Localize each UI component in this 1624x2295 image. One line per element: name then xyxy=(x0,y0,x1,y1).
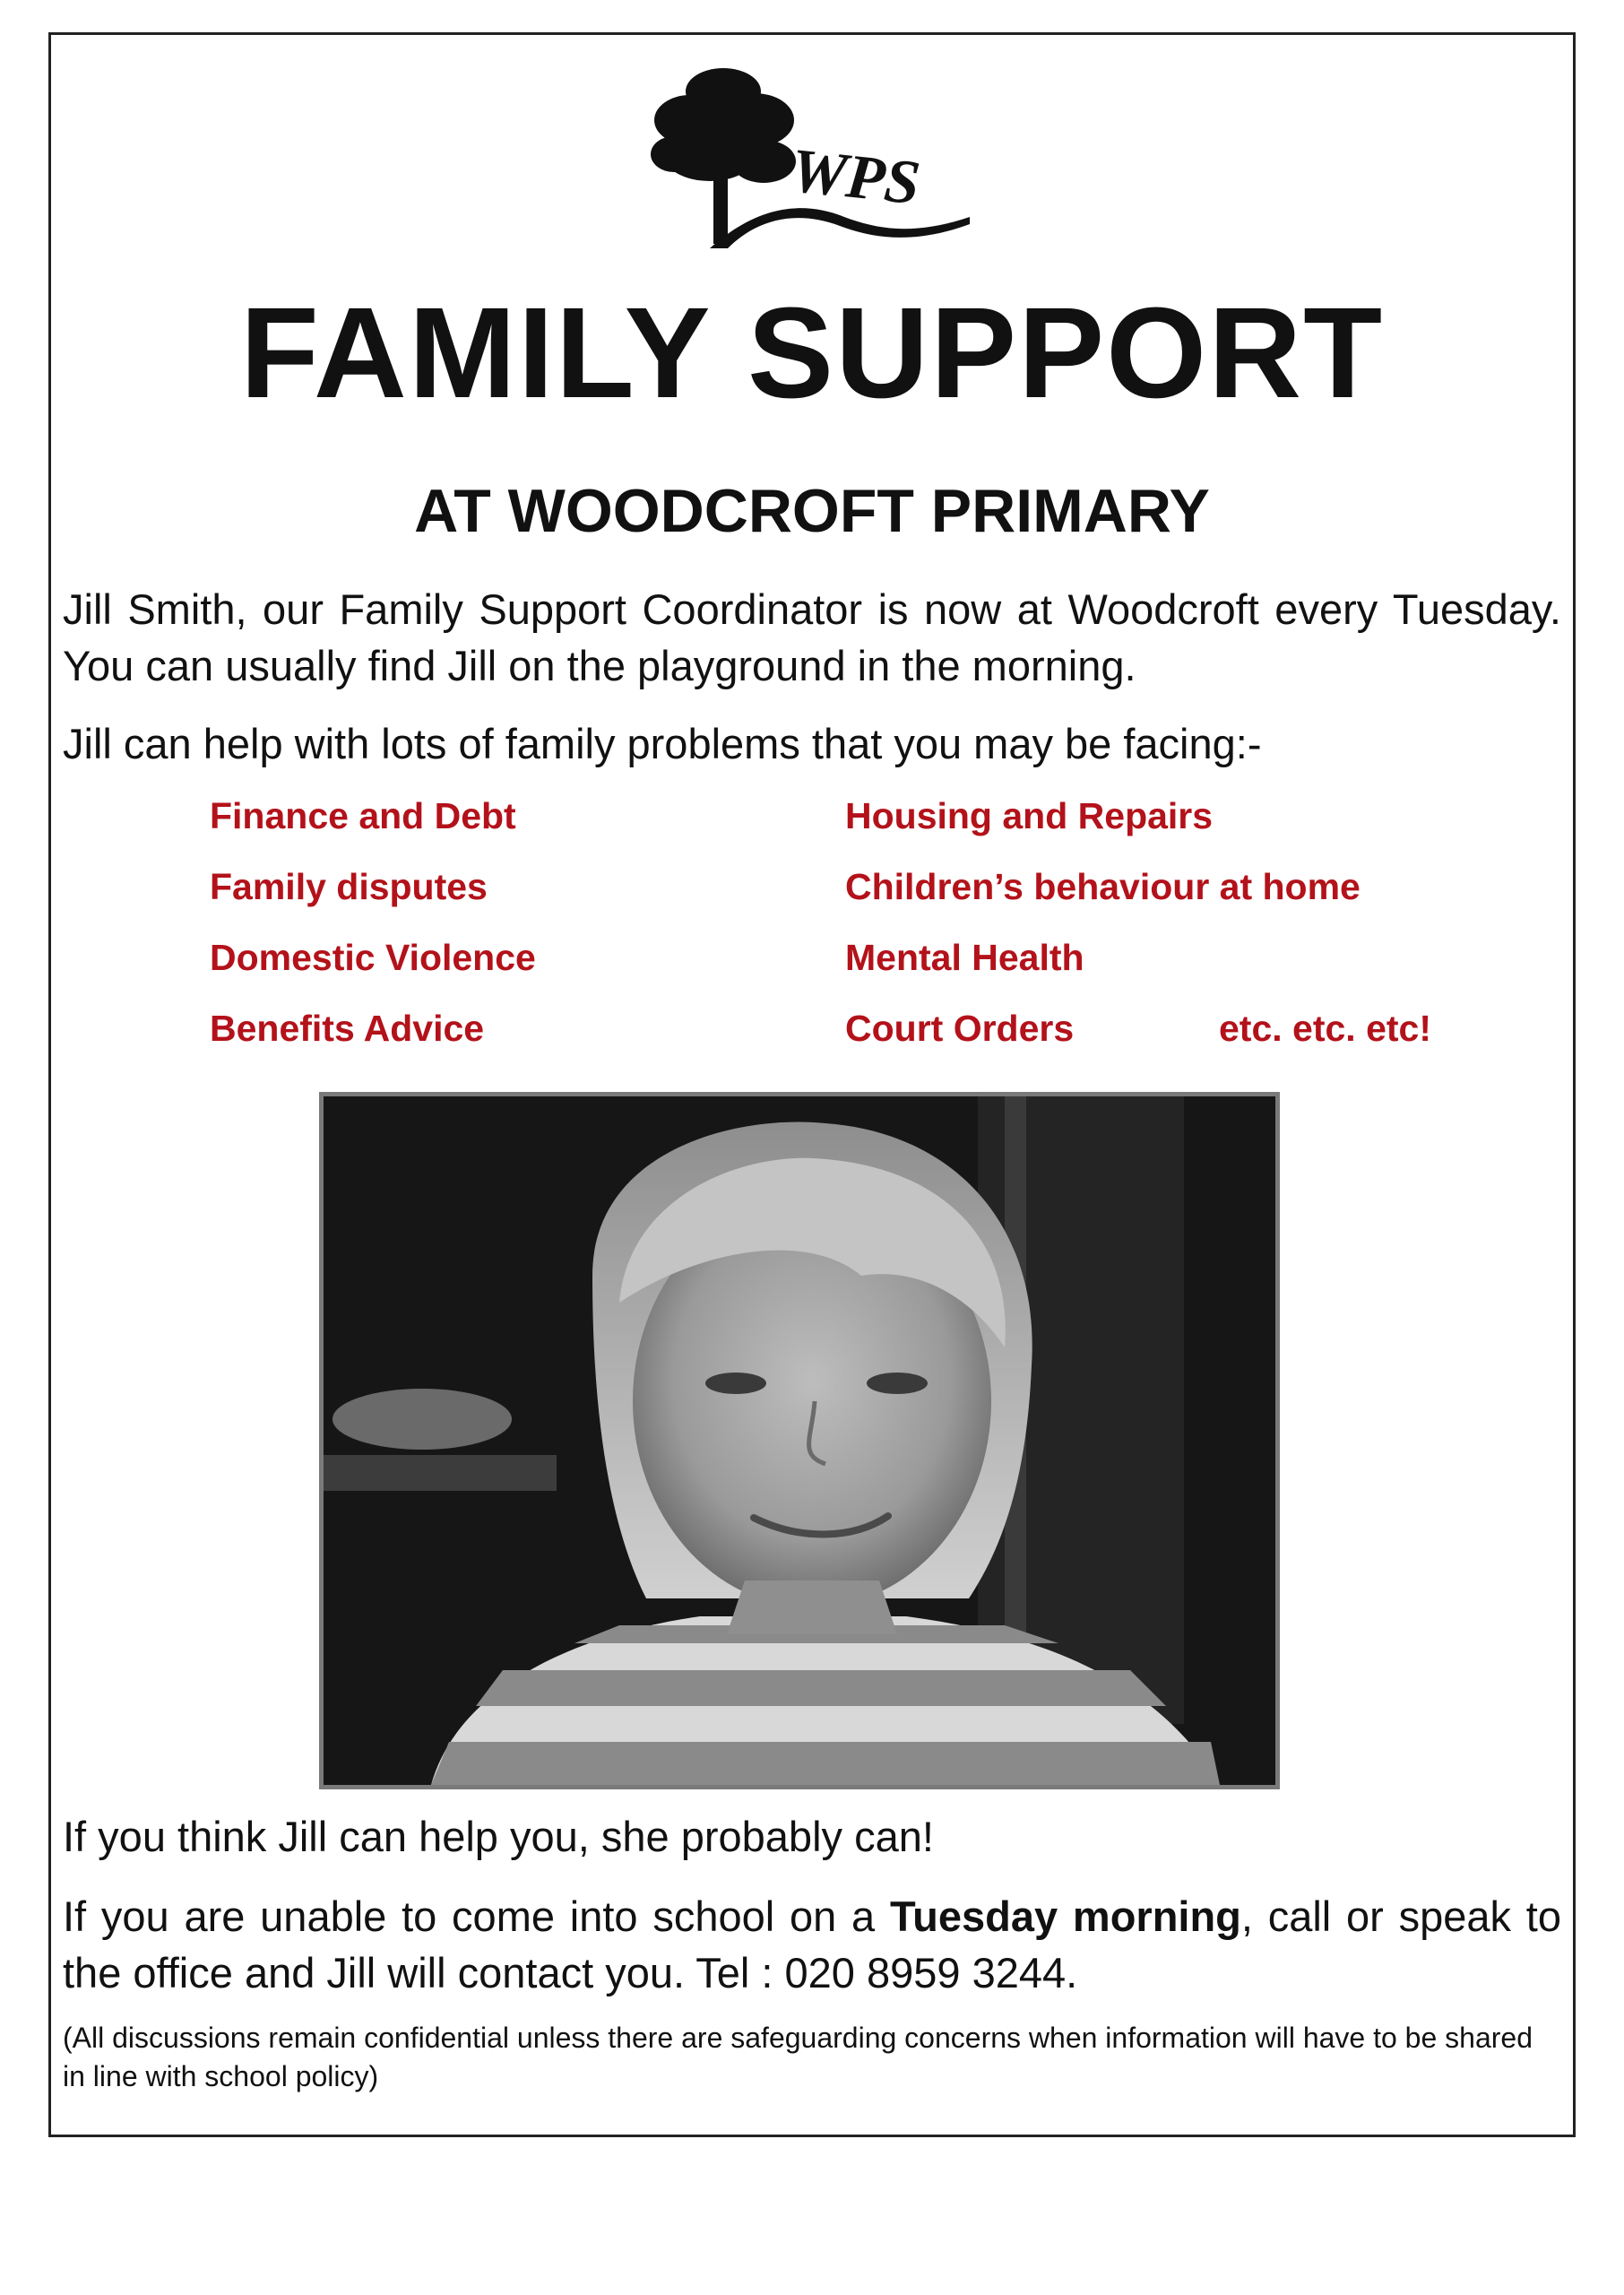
topic-mental-health: Mental Health xyxy=(845,937,1084,978)
closing-line-2 xyxy=(63,1888,1561,2001)
logo-text: WPS xyxy=(787,135,923,219)
page-title: FAMILY SUPPORT xyxy=(239,281,1385,425)
portrait-photo xyxy=(319,1092,1280,1789)
topic-domestic-violence: Domestic Violence xyxy=(210,937,536,978)
wave-icon xyxy=(710,208,970,248)
topic-court-orders: Court Orders xyxy=(845,1008,1075,1049)
closing-line-2-post: , call or speak to the office and Jill will contact you. Tel : 020 8959 3244. xyxy=(63,1892,1561,1996)
topic-benefits: Benefits Advice xyxy=(210,1008,485,1049)
closing-line-1: If you think Jill can help you, she probably can! xyxy=(63,1813,934,1860)
topic-family-disputes: Family disputes xyxy=(210,866,488,907)
page-subtitle: AT WOODCROFT PRIMARY xyxy=(414,477,1210,545)
school-logo xyxy=(647,65,979,253)
closing-line-2-bold: Tuesday morning xyxy=(889,1892,1241,1940)
confidentiality-note: (All discussions remain confidential unless there are safeguarding concerns when information will have to be shared in line with school policy) xyxy=(63,2022,1533,2092)
topic-finance: Finance and Debt xyxy=(210,795,516,836)
topic-housing: Housing and Repairs xyxy=(845,795,1214,836)
topic-etc: etc. etc. etc! xyxy=(1219,1008,1431,1049)
lead-paragraph: Jill can help with lots of family problems that you may be facing:- xyxy=(63,720,1262,767)
intro-paragraph: Jill Smith, our Family Support Coordinator is now at Woodcroft every Tuesday. You can usually find Jill on the playground in the morning. xyxy=(63,585,1561,689)
closing-line-2-pre: If you are unable to come into school on a xyxy=(63,1892,890,1940)
topic-childrens-behaviour: Children’s behaviour at home xyxy=(845,866,1361,907)
